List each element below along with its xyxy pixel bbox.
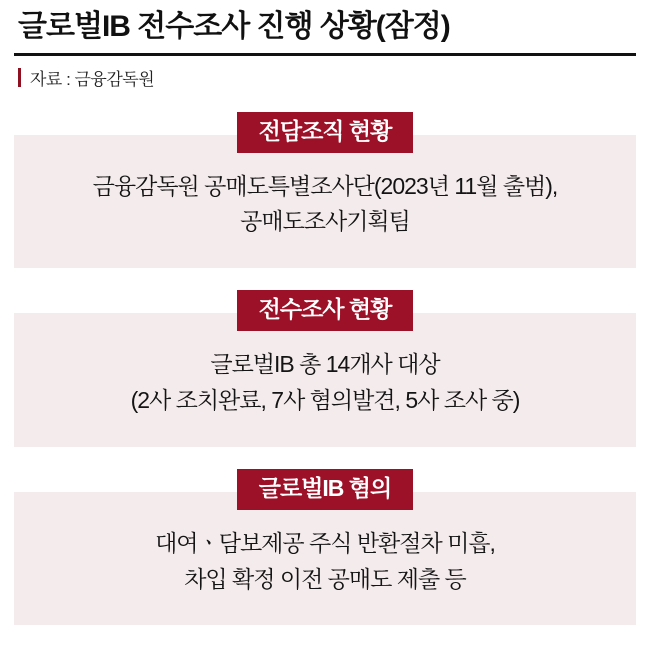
source-text: 자료 : 금융감독원 [30,69,155,89]
badge-wrap [14,112,636,153]
source-row [14,65,636,90]
section-organization [14,112,636,269]
panel-line: 대여ㆍ담보제공 주식 반환절차 미흡, [155,529,495,556]
section-allegations [14,469,636,626]
badge-wrap [14,290,636,331]
panel-survey [14,313,636,446]
badge-wrap [14,469,636,510]
panel-allegations [14,492,636,625]
page-title: 글로벌IB 전수조사 진행 상황(잠정) [18,10,450,43]
panel-line: (2사 조치완료, 7사 혐의발견, 5사 조사 중) [130,387,520,414]
panel-line: 공매도조사기획팀 [240,208,410,235]
status-badge: 글로벌IB 혐의 [237,469,413,510]
title-divider [14,53,636,56]
panel-line: 금융감독원 공매도특별조사단(2023년 11월 출범), [92,172,558,199]
status-badge: 전담조직 현황 [237,112,414,153]
source-accent-bar [18,68,21,87]
header [14,0,636,90]
panel-organization [14,135,636,268]
panel-line: 글로벌IB 총 14개사 대상 [210,351,440,378]
status-badge: 전수조사 현황 [237,290,414,331]
panel-line: 차입 확정 이전 공매도 제출 등 [184,565,466,592]
section-survey [14,290,636,447]
